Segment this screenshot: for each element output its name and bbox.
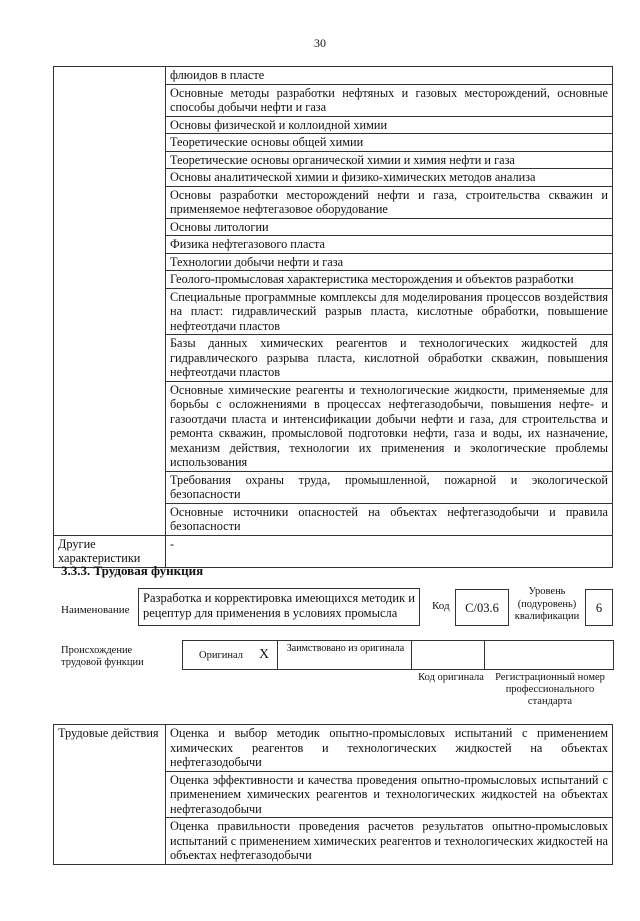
knowledge-item: Основные методы разработки нефтяных и газовых месторождений, основные способы добычи нефти и газа bbox=[166, 84, 613, 116]
table-row bbox=[54, 725, 613, 772]
knowledge-item: Основы физической и коллоидной химии bbox=[166, 116, 613, 134]
code-original-label: Код оригинала bbox=[418, 672, 484, 683]
origin-label: Происхождение трудовой функции bbox=[61, 645, 144, 668]
knowledge-item: Требования охраны труда, промышленной, пожарной и экологической безопасности bbox=[166, 471, 613, 503]
actions-label: Трудовые действия bbox=[54, 725, 166, 865]
code-original-cell bbox=[411, 640, 485, 670]
knowledge-item: флюидов в пласте bbox=[166, 67, 613, 85]
page-number: 30 bbox=[314, 36, 326, 50]
origin-row bbox=[182, 640, 614, 670]
knowledge-item: Геолого-промысловая характеристика месторождения и объектов разработки bbox=[166, 271, 613, 289]
other-characteristics-value: - bbox=[166, 535, 613, 567]
reg-number-cell bbox=[484, 640, 614, 670]
original-mark: X bbox=[259, 647, 270, 662]
original-cell bbox=[182, 640, 278, 670]
knowledge-item: Базы данных химических реагентов и технологических жидкостей для гидравлического разрыва пласта, кислотной обработки скважин, повышения нефтеотдачи пластов bbox=[166, 335, 613, 382]
code-label: Код bbox=[432, 600, 450, 612]
knowledge-item: Специальные программные комплексы для моделирования процессов воздействия на пласт: гидравлический разрыв пласта, кислотные обработки, повышение нефтеотдачи пластов bbox=[166, 288, 613, 335]
knowledge-item: Технологии добычи нефти и газа bbox=[166, 253, 613, 271]
knowledge-item: Основы разработки месторождений нефти и газа, строительства скважин и применяемое нефтегазовое оборудование bbox=[166, 186, 613, 218]
action-item: Оценка правильности проведения расчетов результатов опытно-промысловых испытаний с применением химических реагентов и технологических жидкостей на объектах нефтегазодобычи bbox=[166, 818, 613, 865]
knowledge-item: Основы литологии bbox=[166, 218, 613, 236]
knowledge-item: Основные химические реагенты и технологические жидкости, применяемые для борьбы с осложнениями в процессах нефтегазодобычи, повышения нефте- и газоотдачи пласта и интенсификации добычи нефти и газа, для строительства и ремонта скважин, промысловой подготовки нефти, газа и воды, их назначение, механизм действия, технологии их применения и экологические проблемы использования bbox=[166, 381, 613, 471]
knowledge-item: Физика нефтегазового пласта bbox=[166, 236, 613, 254]
other-characteristics-label: Другие характеристики bbox=[54, 535, 166, 567]
name-label: Наименование bbox=[61, 604, 130, 616]
borrowed-label: Заимствовано из оригинала bbox=[286, 643, 405, 654]
knowledge-item: Основы аналитической химии и физико-химических методов анализа bbox=[166, 169, 613, 187]
section-title: 3.3.3. Трудовая функция bbox=[61, 563, 204, 578]
level-value-box: 6 bbox=[585, 589, 613, 626]
action-item: Оценка эффективности и качества проведения опытно-промысловых испытаний с применением химических реагентов и технологических жидкостей на объектах нефтегазодобычи bbox=[166, 771, 613, 818]
actions-table bbox=[53, 724, 613, 865]
knowledge-item: Теоретические основы общей химии bbox=[166, 134, 613, 152]
knowledge-item: Теоретические основы органической химии и химия нефти и газа bbox=[166, 151, 613, 169]
function-name-box: Разработка и корректировка имеющихся методик и рецептур для применения в условиях промысла bbox=[138, 588, 420, 626]
original-label: Оригинал bbox=[199, 650, 243, 661]
borrowed-cell bbox=[277, 640, 412, 670]
table-row bbox=[54, 67, 613, 85]
knowledge-item: Основные источники опасностей на объектах нефтегазодобычи и правила безопасности bbox=[166, 503, 613, 535]
level-label: Уровень (подуровень) квалификации bbox=[514, 586, 580, 622]
code-value-box: C/03.6 bbox=[455, 589, 509, 626]
reg-number-label: Регистрационный номер профессионального стандарта bbox=[495, 672, 605, 707]
knowledge-table bbox=[53, 66, 613, 568]
action-item: Оценка и выбор методик опытно-промысловых испытаний с применением химических реагентов и технологических жидкостей на объектах нефтегазодобычи bbox=[166, 725, 613, 772]
knowledge-label-cell bbox=[54, 67, 166, 536]
